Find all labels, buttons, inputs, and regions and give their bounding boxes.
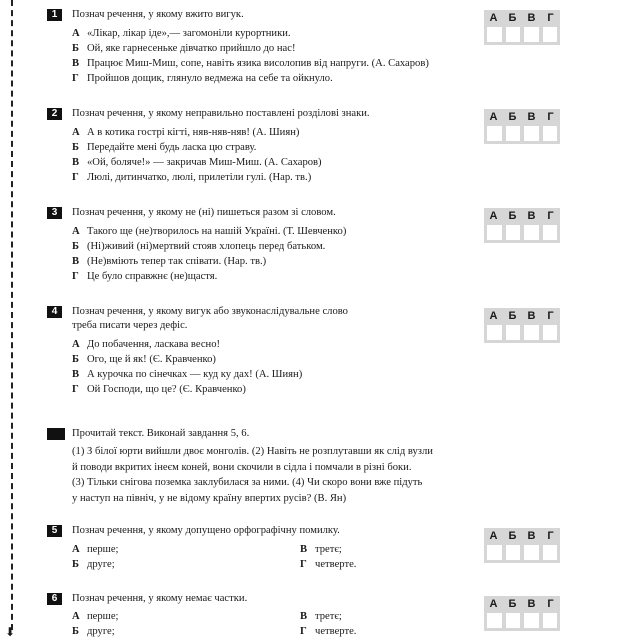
passage-line: у наступ на північ, у не відому країну впертих русів? (В. Ян) (72, 492, 347, 504)
answer-box-c[interactable] (524, 126, 539, 141)
answer-grid-4: А Б В Г (484, 308, 560, 346)
option-b: Б (Ні)живий (ні)мертвий стояв хлопець перед батьком. (72, 241, 326, 252)
section-marker (47, 428, 65, 440)
option-d: Г четверте. (300, 559, 357, 570)
option-a: А перше; (72, 611, 119, 622)
answer-box-d[interactable] (543, 325, 558, 340)
answer-box-a[interactable] (487, 27, 502, 42)
options-list (72, 337, 542, 397)
option-a: А «Лікар, лікар іде»,— загомоніли курортники. (72, 28, 291, 39)
option-b: Б Ой, яке гарнесеньке дівчатко прийшло до нас! (72, 43, 296, 54)
answer-grid-5: А Б В Г (484, 528, 560, 566)
answer-box-c[interactable] (524, 225, 539, 240)
task-question: Познач речення, у якому допущено орфографічну помилку. (72, 525, 340, 536)
task-number: 2 (47, 108, 62, 120)
option-a: А Такого ще (не)творилось на нашій Україні. (Т. Шевченко) (72, 226, 347, 237)
answer-box-d[interactable] (543, 545, 558, 560)
answer-box-a[interactable] (487, 613, 502, 628)
answer-box-d[interactable] (543, 27, 558, 42)
options-list (72, 224, 542, 284)
answer-box-a[interactable] (487, 325, 502, 340)
passage-line: (3) Тільки снігова поземка заклубилася за ними. (4) Чи скоро вони вже підуть (72, 477, 423, 488)
task-question: Познач речення, у якому немає частки. (72, 593, 248, 604)
question-line-2: треба писати через дефіс. (72, 320, 188, 331)
answer-grid-1: А Б В Г (484, 10, 560, 48)
option-c: В третє; (300, 611, 342, 622)
option-b: Б Ого, ще й як! (Є. Кравченко) (72, 354, 216, 365)
task-question: Познач речення, у якому неправильно поставлені розділові знаки. (72, 108, 370, 119)
scissors-arrow-icon: ⬇ (5, 625, 16, 639)
answer-box-b[interactable] (506, 27, 521, 42)
options-list (72, 125, 542, 185)
task-number: 6 (47, 593, 62, 605)
options-list (72, 26, 542, 86)
option-d: Г Люлі, дитинчатко, люлі, прилетіли гулі. (Нар. тв.) (72, 172, 312, 183)
task-number: 3 (47, 207, 62, 219)
answer-grid-6: А Б В Г (484, 596, 560, 634)
task-number: 1 (47, 9, 62, 21)
answer-grid-3: А Б В Г (484, 208, 560, 246)
option-d: Г Пройшов дощик, глянуло ведмежа на себе та ойкнуло. (72, 73, 333, 84)
answer-box-b[interactable] (506, 613, 521, 628)
option-d: Г Ой Господи, що це? (Є. Кравченко) (72, 384, 246, 395)
answer-box-b[interactable] (506, 126, 521, 141)
option-a: А А в котика гострі кігті, няв-няв-няв! (А. Шиян) (72, 127, 300, 138)
answer-box-c[interactable] (524, 545, 539, 560)
answer-grid-2: А Б В Г (484, 109, 560, 147)
answer-box-b[interactable] (506, 545, 521, 560)
option-c: В «Ой, боляче!» — закричав Миш-Миш. (А. Сахаров) (72, 157, 322, 168)
task-number: 4 (47, 306, 62, 318)
passage-line: (1) З білої юрти вийшли двоє монголів. (2) Навіть не розплутавши як слід вузли (72, 446, 433, 457)
reading-instruction: Прочитай текст. Виконай завдання 5, 6. (72, 428, 250, 439)
option-b: Б друге; (72, 626, 115, 637)
answer-box-a[interactable] (487, 545, 502, 560)
option-b: Б друге; (72, 559, 115, 570)
answer-box-a[interactable] (487, 225, 502, 240)
answer-box-d[interactable] (543, 225, 558, 240)
passage-line: й поводи вкритих інеєм коней, вони скочили в сідла і помчали в різні боки. (72, 461, 412, 473)
option-c: В Працює Миш-Миш, сопе, навіть язика висолопив від напруги. (А. Сахаров) (72, 58, 429, 69)
question-line-1: Познач речення, у якому вигук або звуконаслідувальне слово (72, 306, 348, 317)
reading-passage (72, 444, 542, 506)
answer-box-b[interactable] (506, 225, 521, 240)
answer-box-c[interactable] (524, 27, 539, 42)
option-d: Г четверте. (300, 626, 357, 637)
option-c: В третє; (300, 544, 342, 555)
option-c: В А курочка по сінечках — куд ку дах! (А. Шиян) (72, 369, 303, 380)
task-question: Познач речення, у якому не (ні) пишеться разом зі словом. (72, 207, 336, 218)
option-a: А До побачення, ласкава весно! (72, 339, 221, 350)
task-number: 5 (47, 525, 62, 537)
answer-box-a[interactable] (487, 126, 502, 141)
answer-box-d[interactable] (543, 613, 558, 628)
task-question: Познач речення, у якому вжито вигук. (72, 9, 244, 20)
task-question (72, 305, 522, 333)
answer-box-b[interactable] (506, 325, 521, 340)
option-a: А перше; (72, 544, 119, 555)
cut-line (11, 0, 13, 630)
option-c: В (Не)вміють тепер так співати. (Нар. тв.) (72, 256, 267, 267)
answer-box-d[interactable] (543, 126, 558, 141)
option-b: Б Передайте мені будь ласка цю страву. (72, 142, 257, 153)
option-d: Г Це було справжнє (не)щастя. (72, 271, 218, 282)
answer-box-c[interactable] (524, 613, 539, 628)
answer-box-c[interactable] (524, 325, 539, 340)
